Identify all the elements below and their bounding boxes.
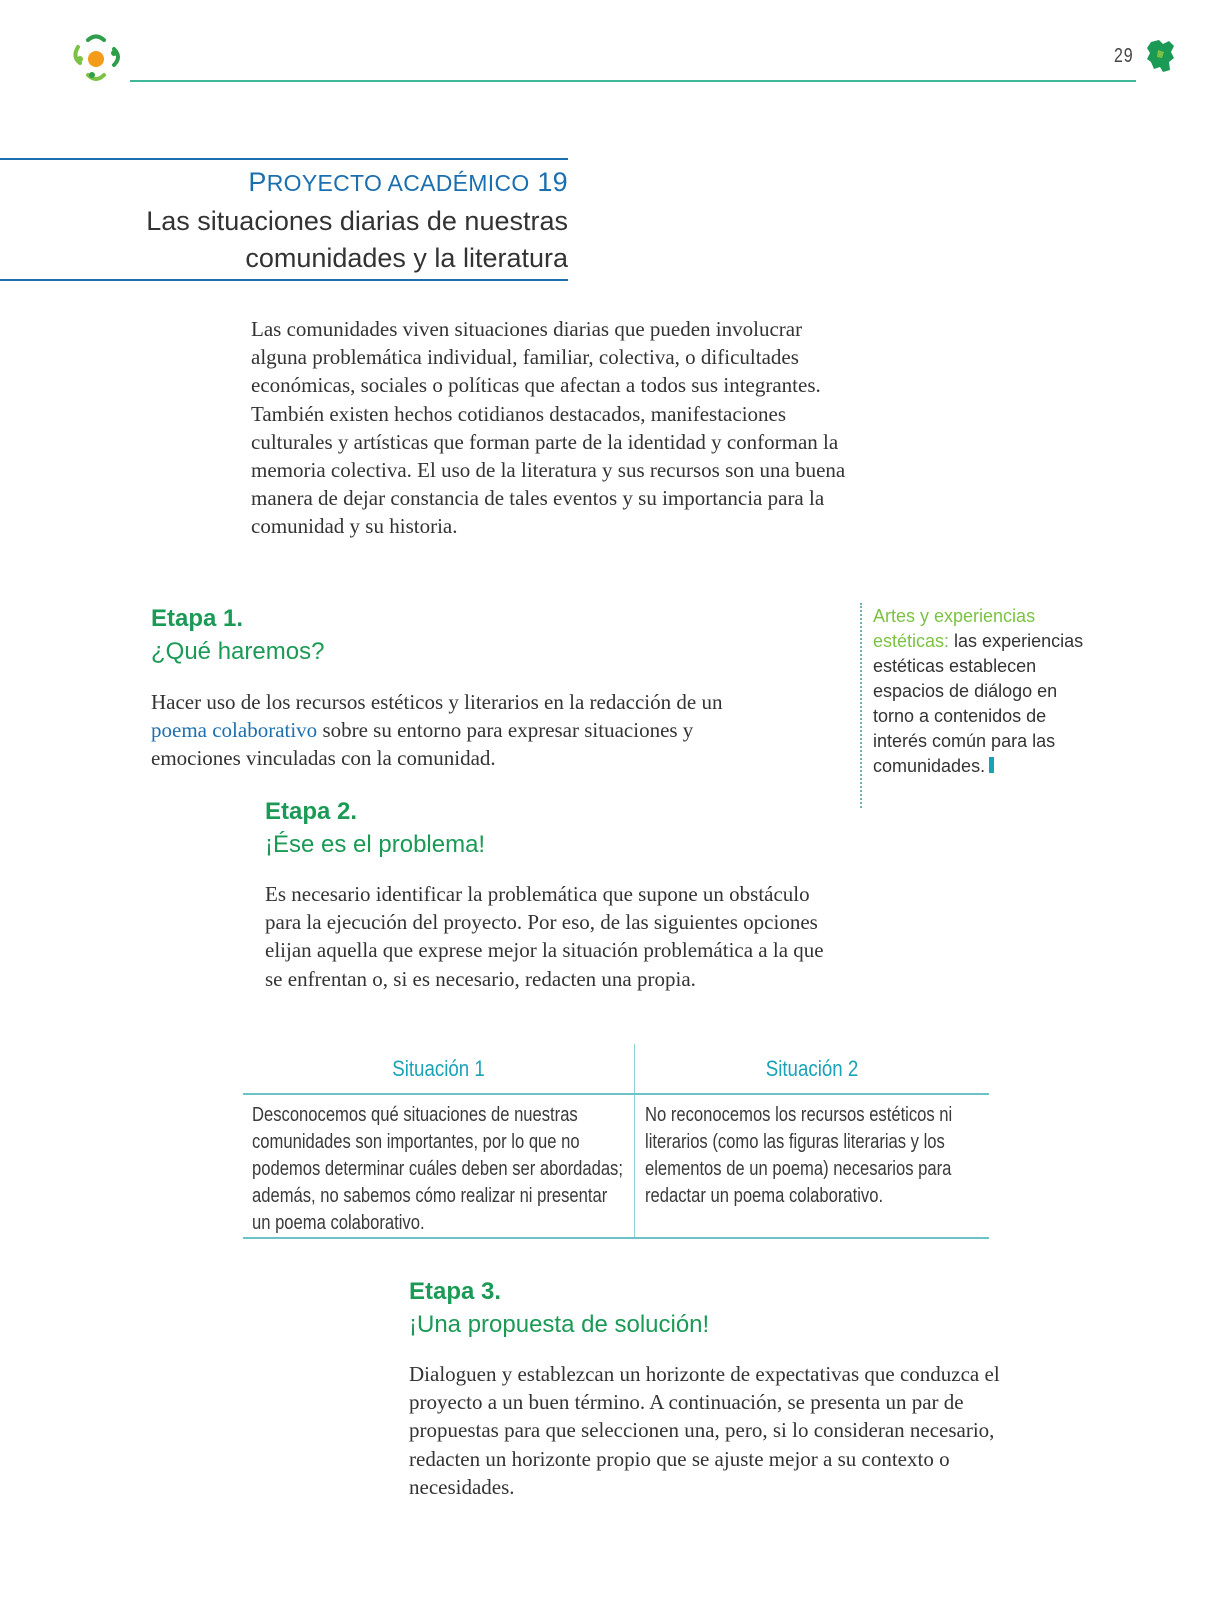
title-rule-bottom	[0, 279, 568, 281]
project-number: 19	[537, 167, 568, 197]
sidebar-text: las experiencias estéticas establecen espacios de diálogo en torno a contenidos de interés común para las comunidades.	[873, 631, 1084, 776]
intro-paragraph: Las comunidades viven situaciones diarias que pueden involucrar alguna problemática individual, familiar, colectiva, o dificultades económicas, sociales o políticas que afectan a todos sus integrantes. También existen hechos cotidianos destacados, manifestaciones culturales y artísticas que forman parte de la identidad y conforman la memoria colectiva. El uso de la literatura y sus recursos son una buena manera de dejar constancia de tales eventos y su importancia para la comunidad y su historia.	[251, 317, 846, 539]
etapa1-number: Etapa 1.	[151, 605, 244, 632]
etapa1-text-before: Hacer uso de los recursos estéticos y literarios en la redacción de un	[151, 690, 723, 714]
sidebar-dotted-rule	[860, 603, 862, 808]
title-rule-top	[0, 158, 568, 160]
flower-logo-icon	[72, 33, 128, 85]
table-bottom-rule	[243, 1237, 989, 1239]
table-cell-situacion-1: Desconocemos qué situaciones de nuestras comunidades son importantes, por lo que no podemos determinar cuáles deben ser abordadas; además, no sabemos cómo realizar ni presentar un poema colaborativo.	[252, 1104, 623, 1234]
header-rule	[130, 80, 1136, 82]
etapa2-heading	[265, 796, 485, 862]
etapa3-paragraph: Dialoguen y establezcan un horizonte de expectativas que conduzca el proyecto a un buen término. A continuación, se presenta un par de propuestas para que seleccionen una, pero, si lo consideran necesario, redacten un horizonte propio que se ajuste mejor a su contexto o necesidades.	[409, 1362, 1000, 1499]
etapa1-paragraph	[151, 688, 751, 773]
etapa3-heading	[409, 1276, 709, 1342]
etapa2-subtitle: ¡Ése es el problema!	[265, 831, 486, 858]
table-header-situacion-2: Situación 2	[765, 1056, 859, 1081]
project-label-rest: ROYECTO ACADÉMICO	[266, 170, 530, 196]
etapa3-number: Etapa 3.	[409, 1278, 502, 1305]
end-mark-icon	[989, 757, 994, 773]
project-title-line1: Las situaciones diarias de nuestras	[146, 206, 568, 236]
etapa2-number: Etapa 2.	[265, 798, 358, 825]
poema-colaborativo-link[interactable]: poema colaborativo	[151, 718, 318, 743]
situations-table	[243, 1044, 989, 1239]
etapa3-subtitle: ¡Una propuesta de solución!	[409, 1311, 710, 1338]
corner-emblem-icon	[1146, 38, 1176, 74]
sidebar-title: Artes y experiencias estéticas:	[873, 606, 1036, 651]
project-label-initial: P	[248, 167, 267, 197]
project-title	[0, 203, 568, 277]
project-title-block	[0, 162, 568, 277]
table-header-rule	[243, 1093, 989, 1095]
table-cell-situacion-2: No reconocemos los recursos estéticos ni literarios (como las figuras literarias y los elementos de un poema) necesarios para redactar un poema colaborativo.	[645, 1104, 953, 1207]
project-label	[0, 162, 568, 203]
etapa1-subtitle: ¿Qué haremos?	[151, 638, 325, 665]
etapa1-heading	[151, 603, 324, 669]
etapa2-paragraph: Es necesario identificar la problemática que supone un obstáculo para la ejecución del proyecto. Por eso, de las siguientes opciones elijan aquella que exprese mejor la situación problemática a la que se enfrentan o, si es necesario, redacten una propia.	[265, 882, 824, 991]
etapa1-text-after: sobre su entorno para expresar situaciones y emociones vinculadas con la comunidad.	[151, 718, 694, 771]
table-column-divider	[634, 1044, 635, 1239]
project-title-line2: comunidades y la literatura	[245, 243, 568, 273]
table-header-situacion-1: Situación 1	[392, 1056, 485, 1081]
sidebar-note	[873, 604, 1093, 779]
page-number: 29	[1114, 45, 1134, 67]
